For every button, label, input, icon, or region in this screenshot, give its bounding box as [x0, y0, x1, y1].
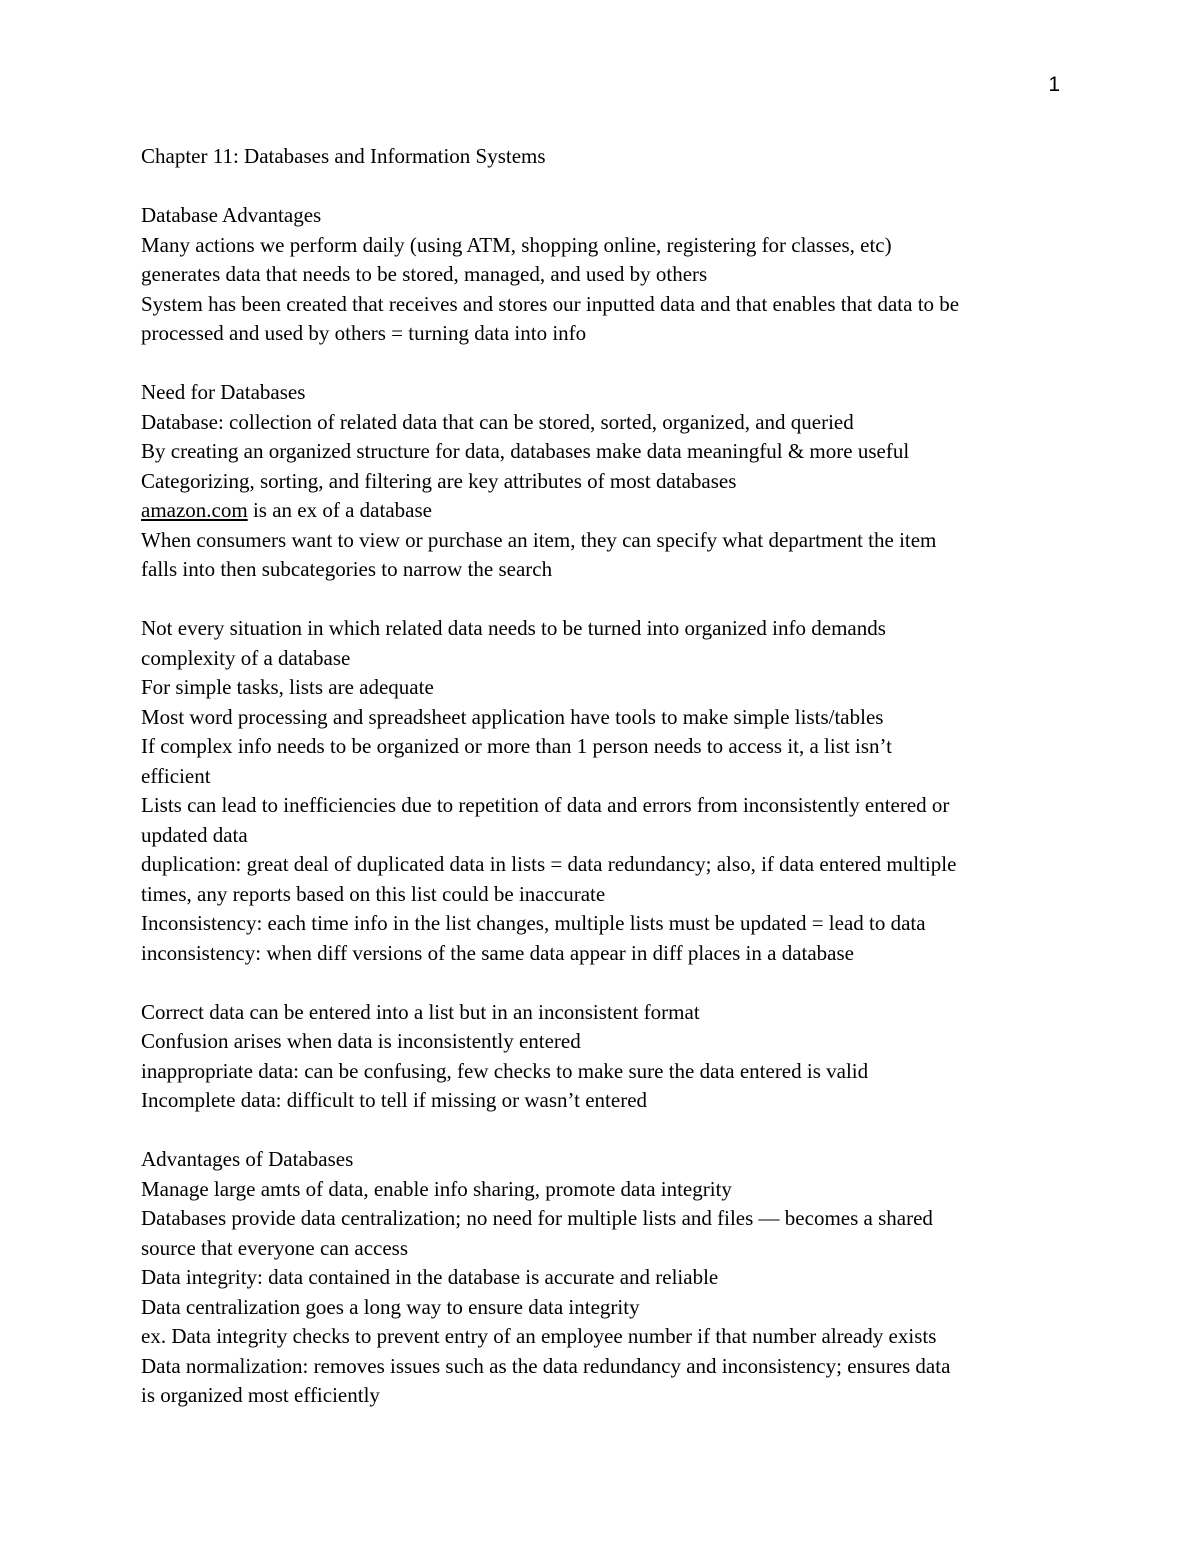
- blank-line: [141, 172, 1081, 202]
- text-line: ex. Data integrity checks to prevent entry of an employee number if that number already exists: [141, 1324, 937, 1348]
- text-line: Correct data can be entered into a list but in an inconsistent format: [141, 999, 700, 1024]
- text-line: Data integrity: data contained in the database is accurate and reliable: [141, 1265, 719, 1289]
- text-line-with-link: [141, 496, 1081, 526]
- section-heading-database-advantages: Database Advantages: [141, 203, 322, 227]
- page-number: 1: [1048, 73, 1060, 96]
- text-line: times, any reports based on this list could be inaccurate: [141, 881, 606, 906]
- section-heading-advantages-of-databases: Advantages of Databases: [141, 1147, 354, 1171]
- link-suffix-text: is an ex of a database: [247, 498, 432, 522]
- text-line: Manage large amts of data, enable info sharing, promote data integrity: [141, 1176, 732, 1201]
- text-line: source that everyone can access: [141, 1235, 409, 1260]
- text-line: For simple tasks, lists are adequate: [141, 675, 434, 699]
- text-line: If complex info needs to be organized or more than 1 person needs to access it, a list isn’t: [141, 734, 892, 758]
- text-line: falls into then subcategories to narrow the search: [141, 557, 553, 581]
- text-line: System has been created that receives and stores our inputted data and that enables that data to be: [141, 291, 960, 316]
- text-line: Inconsistency: each time info in the list changes, multiple lists must be updated = lead to data: [141, 911, 926, 935]
- text-line: duplication: great deal of duplicated data in lists = data redundancy; also, if data entered multiple: [141, 852, 957, 876]
- blank-line: [141, 968, 1081, 998]
- text-line: efficient: [141, 763, 211, 788]
- text-line: is organized most efficiently: [141, 1383, 380, 1407]
- text-line: Data normalization: removes issues such as the data redundancy and inconsistency; ensures data: [141, 1353, 951, 1378]
- text-line: generates data that needs to be stored, managed, and used by others: [141, 262, 708, 286]
- document-title: Chapter 11: Databases and Information Systems: [141, 144, 546, 168]
- blank-line: [141, 585, 1081, 615]
- text-line: inconsistency: when diff versions of the same data appear in diff places in a database: [141, 940, 854, 965]
- section-heading-need-for-databases: Need for Databases: [141, 380, 306, 404]
- text-line: inappropriate data: can be confusing, few checks to make sure the data entered is valid: [141, 1058, 869, 1083]
- text-line: complexity of a database: [141, 645, 351, 670]
- blank-line: [141, 1116, 1081, 1146]
- text-line: Database: collection of related data that can be stored, sorted, organized, and queried: [141, 409, 854, 434]
- text-line: updated data: [141, 822, 248, 847]
- text-line: processed and used by others = turning data into info: [141, 321, 587, 345]
- blank-line: [141, 349, 1081, 379]
- text-line: By creating an organized structure for data, databases make data meaningful & more useful: [141, 439, 910, 463]
- text-line: Not every situation in which related data needs to be turned into organized info demands: [141, 616, 886, 640]
- text-line: Databases provide data centralization; no need for multiple lists and files — becomes a shared: [141, 1206, 933, 1230]
- text-line: Categorizing, sorting, and filtering are key attributes of most databases: [141, 468, 737, 493]
- text-line: Most word processing and spreadsheet application have tools to make simple lists/tables: [141, 704, 884, 729]
- amazon-link[interactable]: amazon.com: [141, 498, 248, 522]
- text-line: Incomplete data: difficult to tell if missing or wasn’t entered: [141, 1088, 648, 1112]
- text-line: Lists can lead to inefficiencies due to repetition of data and errors from inconsistently entered or: [141, 793, 950, 817]
- text-line: Confusion arises when data is inconsistently entered: [141, 1029, 581, 1053]
- text-line: Many actions we perform daily (using ATM, shopping online, registering for classes, etc): [141, 232, 892, 257]
- text-line: When consumers want to view or purchase an item, they can specify what department the item: [141, 527, 937, 552]
- text-line: Data centralization goes a long way to ensure data integrity: [141, 1294, 640, 1319]
- document-body: [141, 142, 1081, 1411]
